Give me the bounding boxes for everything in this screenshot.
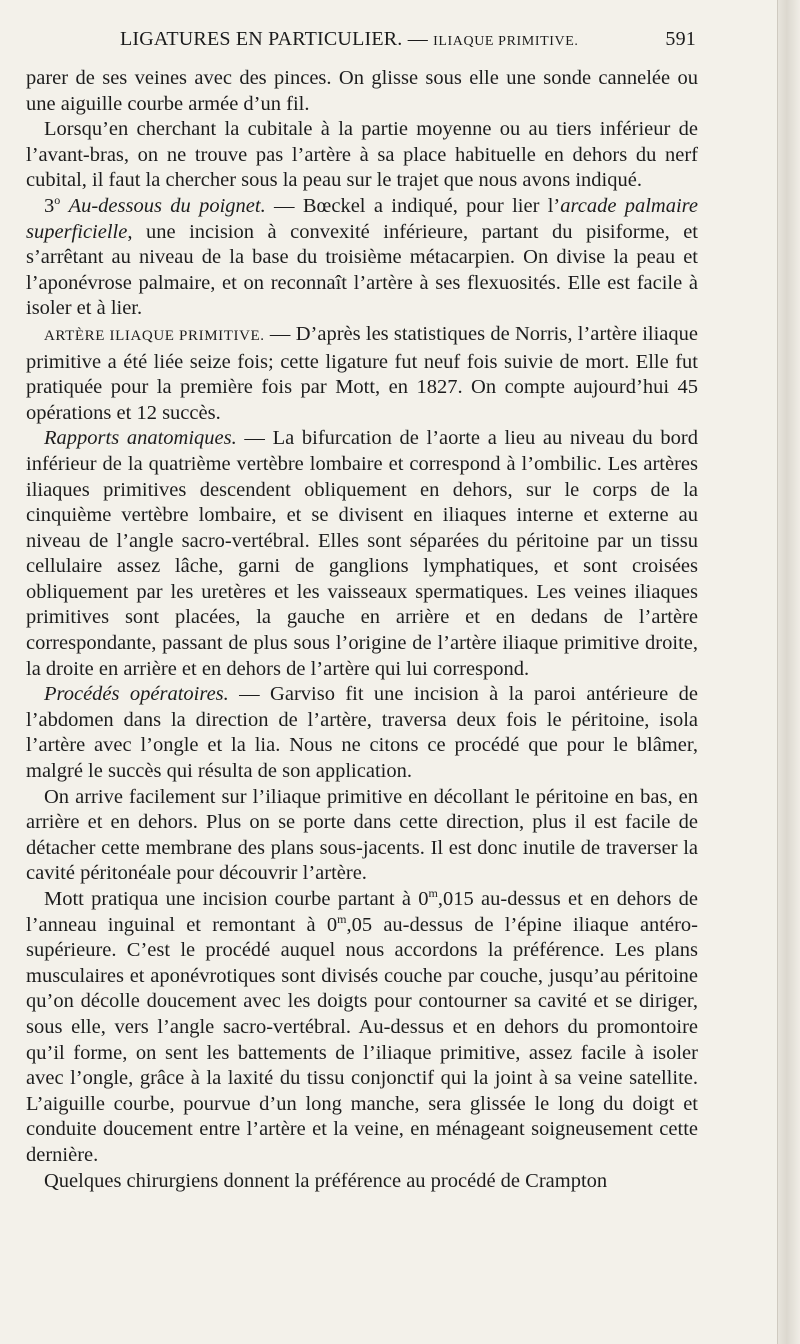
paragraph-iliaque-primitive bbox=[26, 322, 698, 426]
section-lead-procedes: Procédés opératoires. bbox=[44, 683, 229, 706]
paragraph-text: — La bifurcation de l’aorte a lieu au niveau du bord inférieur de la quatrième vertèbre lombaire et correspond à l’ombilic. Les artères iliaques primitives descendent obliquement en dehors, sur le corps de la cinquième vertèbre lombaire, et se divisent en iliaques interne et externe au niveau de l’angle sacro-vertébral. Elles sont séparées du péritoine par un tissu cellulaire assez lâche, garni de ganglions lymphatiques, et sont croisées obliquement par les uretères et les vaisseaux spermatiques. Les veines iliaques primitives sont placées, la gauche en arrière et en dedans de l’artère correspondante, passant de plus sous l’origine de l’artère iliaque primitive droite, la droite en arrière et en dehors de l’artère qui lui correspond. bbox=[26, 427, 698, 680]
paragraph-text: — D’après les statistiques de Norris, l’artère iliaque primitive a été liée seize fois; cette ligature fut neuf fois suivie de mort. Elle fut pratiquée pour la première fois par Mott, en 1827. On compte aujourd’hui 45 opérations et 12 succès. bbox=[26, 322, 698, 424]
running-title-main: LIGATURES EN PARTICULIER. — bbox=[120, 28, 434, 50]
page-body bbox=[26, 66, 698, 1194]
paragraph-mott bbox=[26, 887, 698, 1169]
page-header bbox=[60, 28, 696, 56]
paragraph-poignet bbox=[26, 194, 698, 322]
paragraph-rapports bbox=[26, 426, 698, 682]
degree-mark: o bbox=[54, 193, 61, 208]
unit-metre-1: m bbox=[428, 886, 438, 901]
page-edge bbox=[777, 0, 800, 1344]
emphasis-arcade: arcade palmaire superficielle bbox=[26, 194, 698, 243]
paragraph-decollement: On arrive facilement sur l’iliaque primitive en décollant le péritoine en bas, en arrière et en dehors. Plus on se porte dans cette direction, plus il est facile de détacher cette membrane des plans sous-jacents. Il est donc inutile de traverser la cavité péritonéale pour découvrir l’artère. bbox=[26, 785, 698, 885]
paragraph-text: Mott pratiqua une incision courbe partant à 0 bbox=[44, 888, 429, 910]
running-title-section: ILIAQUE PRIMITIVE. bbox=[433, 34, 579, 49]
paragraph-text: — Bœckel a indiqué, pour lier l’ bbox=[265, 194, 561, 217]
paragraph-cubitale: Lorsqu’en cherchant la cubitale à la partie moyenne ou au tiers inférieur de l’avant-bras, on ne trouve pas l’artère à sa place habituelle en dehors du nerf cubital, il faut la chercher sous la peau sur le trajet que nous avons indiqué. bbox=[26, 118, 698, 192]
section-number: 3 bbox=[44, 194, 55, 217]
paragraph-text: ,015 au-dessus et en dehors de l’anneau inguinal et remontant à 0 bbox=[26, 888, 698, 936]
section-lead-rapports: Rapports anatomiques. bbox=[44, 427, 237, 450]
paragraph-text: — Garviso fit une incision à la paroi antérieure de l’abdomen dans la direction de l’artère, traversa deux fois le péritoine, isola l’artère avec l’ongle et la lia. Nous ne citons ce procédé que pour le blâmer, malgré le succès qui résulta de son application. bbox=[26, 683, 698, 783]
running-title bbox=[120, 28, 578, 51]
section-lead-poignet: Au-dessous du poignet. bbox=[68, 194, 266, 217]
page-number: 591 bbox=[665, 28, 696, 50]
section-heading-iliaque: ARTÈRE ILIAQUE PRIMITIVE. bbox=[44, 327, 265, 344]
paragraph-crampton: Quelques chirurgiens donnent la préférence au procédé de Crampton bbox=[44, 1169, 608, 1192]
paragraph-continuation: parer de ses veines avec des pinces. On glisse sous elle une sonde cannelée ou une aiguille courbe armée d’un fil. bbox=[26, 67, 698, 115]
paragraph-procedes bbox=[26, 682, 698, 784]
paragraph-text: ,05 au-dessus de l’épine iliaque antéro-supérieure. C’est le procédé auquel nous accordons la préférence. Les plans musculaires et aponévrotiques sont divisés couche par couche, jusqu’au péritoine qu’on décolle doucement avec les doigts pour contourner sa cavité et se diriger, sous elle, vers l’angle sacro-vertébral. Au-dessus et en dehors du promontoire qu’il forme, on sent les battements de l’iliaque primitive, assez facile à isoler avec l’ongle, grâce à la laxité du tissu conjonctif qui la joint à sa veine satellite. L’aiguille courbe, pourvue d’un long manche, sera glissée le long du doigt et conduite doucement entre l’artère et la veine, en ménageant soigneusement cette dernière. bbox=[26, 913, 698, 1166]
unit-metre-2: m bbox=[337, 911, 347, 926]
paragraph-text: , une incision à convexité inférieure, partant du pisiforme, et s’arrêtant au niveau de la base du troisième métacarpien. On divise la peau et l’aponévrose palmaire, et on reconnaît l’artère à ses flexuosités. Elle est facile à isoler et à lier. bbox=[26, 220, 698, 320]
